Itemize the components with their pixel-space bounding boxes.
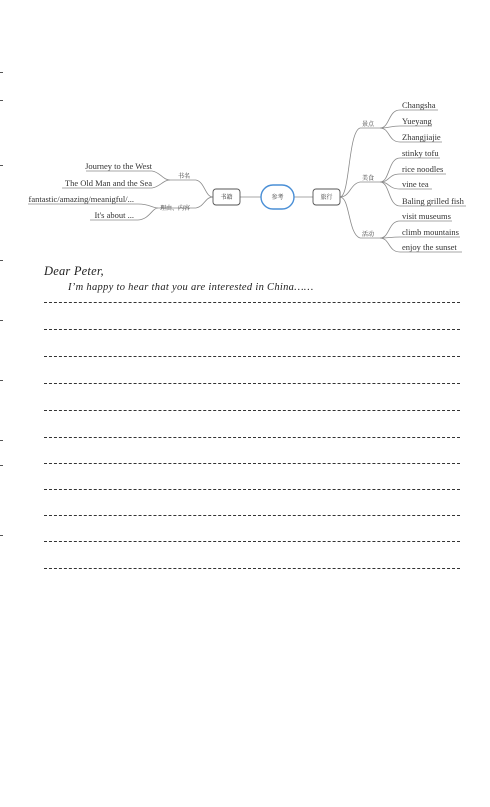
margin-tick (0, 535, 3, 536)
leaf-item: Changsha (402, 100, 436, 110)
group-label-book-title: 书名 (178, 173, 191, 180)
group-label-scenic-spots: 景点 (362, 121, 375, 128)
left-branch-label: 书籍 (220, 194, 233, 201)
margin-tick (0, 440, 3, 441)
leaf-item: enjoy the sunset (402, 242, 457, 252)
writing-line[interactable] (44, 489, 460, 490)
letter-salutation: Dear Peter, (44, 264, 104, 278)
writing-line[interactable] (44, 329, 460, 330)
margin-tick (0, 72, 3, 73)
writing-line[interactable] (44, 383, 460, 384)
leaf-item: Baling grilled fish (402, 196, 464, 206)
leaf-item: Journey to the West (85, 161, 152, 171)
leaf-item: Zhangjiajie (402, 132, 441, 142)
writing-line[interactable] (44, 515, 460, 516)
letter-opening-sentence: I’m happy to hear that you are interested in China…… (68, 282, 314, 293)
leaf-item: fantastic/amazing/meanigful/... (28, 194, 134, 204)
leaf-item: rice noodles (402, 164, 444, 174)
leaf-item: visit museums (402, 211, 451, 221)
margin-tick (0, 260, 3, 261)
writing-line[interactable] (44, 463, 460, 464)
writing-line[interactable] (44, 302, 460, 303)
writing-line[interactable] (44, 356, 460, 357)
center-node-label: 参考 (271, 194, 284, 201)
writing-line[interactable] (44, 437, 460, 438)
writing-line[interactable] (44, 410, 460, 411)
leaf-item: It's about ... (94, 210, 134, 220)
leaf-item: The Old Man and the Sea (64, 178, 152, 188)
leaf-item: Yueyang (402, 116, 432, 126)
margin-tick (0, 380, 3, 381)
writing-line[interactable] (44, 541, 460, 542)
group-label-activities: 活动 (362, 231, 375, 238)
leaf-item: stinky tofu (402, 148, 439, 158)
writing-line[interactable] (44, 568, 460, 569)
margin-tick (0, 320, 3, 321)
group-label-reason-content: 理由、内容 (160, 205, 191, 212)
group-label-food: 美食 (362, 175, 375, 182)
right-branch-label: 旅行 (320, 194, 333, 201)
mind-map (0, 88, 490, 258)
leaf-item: climb mountains (402, 227, 459, 237)
margin-tick (0, 465, 3, 466)
leaf-item: vine tea (402, 179, 429, 189)
